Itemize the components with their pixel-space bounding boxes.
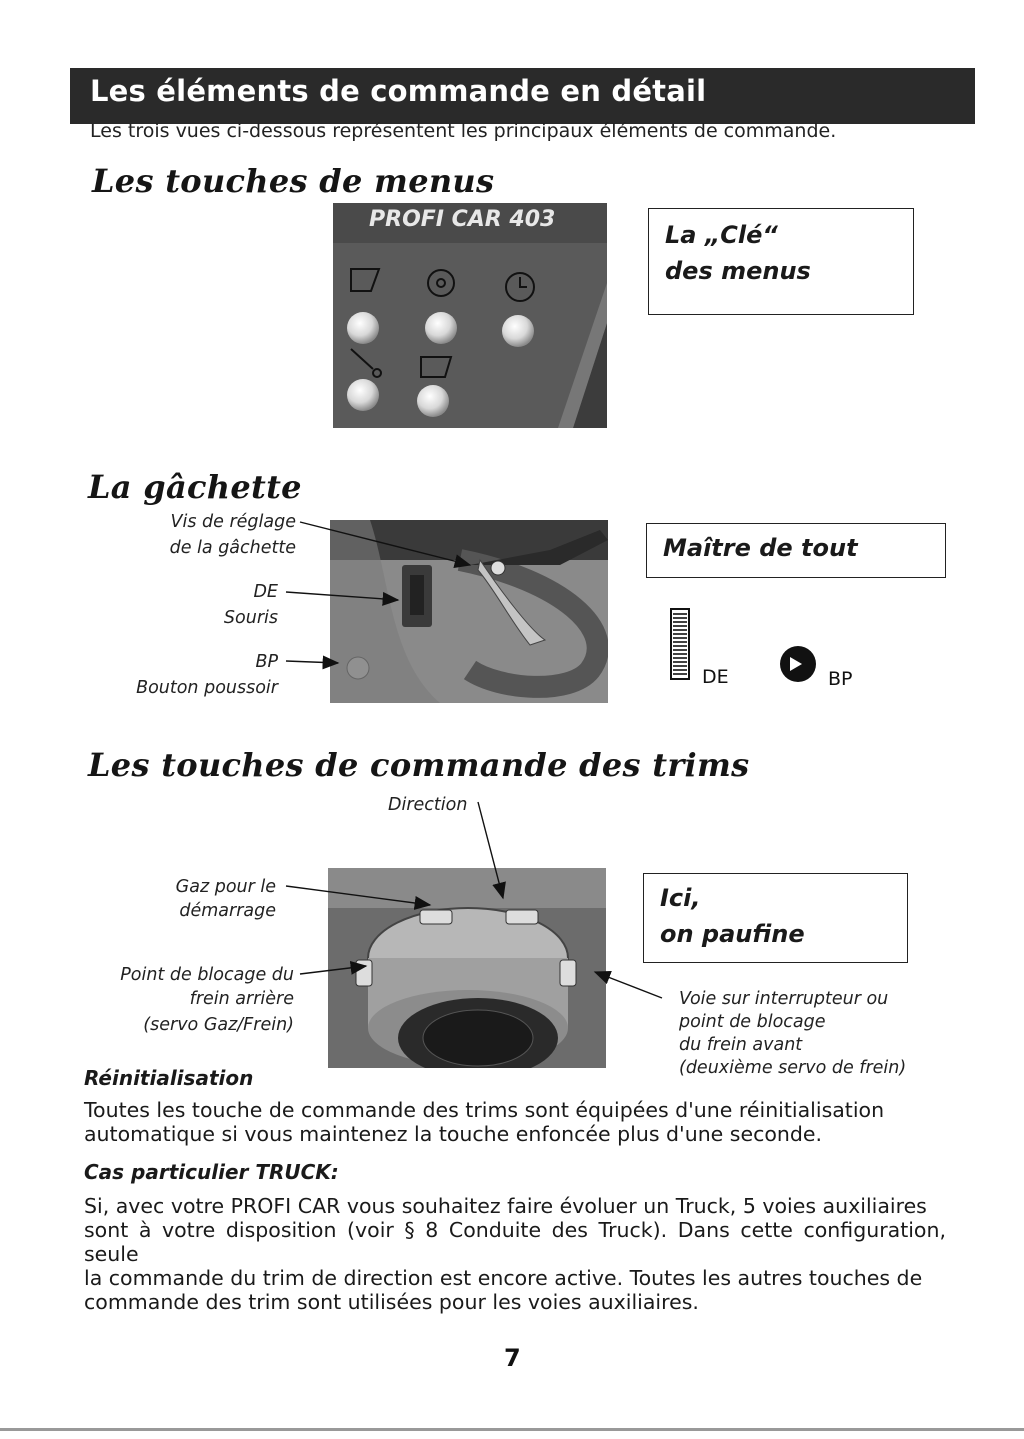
callout-fine-line2: on paufine — [660, 920, 805, 948]
truck-line1: Si, avec votre PROFI CAR vous souhaitez faire évoluer un Truck, 5 voies auxiliaires — [84, 1194, 927, 1218]
label-voie-line1: Voie sur interrupteur ou — [679, 989, 889, 1009]
section-title-trigger: La gâchette — [88, 468, 302, 506]
header-bar — [70, 68, 975, 124]
slider-switch-icon — [670, 608, 690, 680]
trim-keys-photo — [328, 868, 606, 1068]
label-bouton-poussoir: Bouton poussoir — [136, 678, 278, 698]
bottom-edge-line — [0, 1428, 1024, 1431]
truck-line4: commande des trim sont utilisées pour les voies auxiliaires. — [84, 1290, 699, 1314]
legend-bp: BP — [828, 668, 853, 690]
section-title-menus: Les touches de menus — [92, 162, 495, 200]
label-vis-line2: de la gâchette — [169, 538, 296, 558]
label-gaz-line2: démarrage — [179, 901, 276, 921]
label-souris: Souris — [223, 608, 278, 628]
label-voie-line4: (deuxième servo de frein) — [679, 1058, 907, 1078]
truck-line3: la commande du trim de direction est encore active. Toutes les autres touches de — [84, 1266, 923, 1290]
callout-menu-line2: des menus — [665, 257, 811, 285]
label-gaz-line1: Gaz pour le — [175, 877, 276, 897]
callout-fine-tune — [643, 873, 908, 963]
callout-fine-line1: Ici, — [660, 884, 701, 912]
label-bp: BP — [255, 652, 278, 672]
reinit-line1: Toutes les touche de commande des trims sont équipées d'une réinitialisation — [84, 1098, 885, 1122]
intro-text: Les trois vues ci-dessous représentent les principaux éléments de commande. — [90, 120, 837, 142]
label-point-line1: Point de blocage du — [120, 965, 294, 985]
callout-menu-line1: La „Clé“ — [665, 221, 778, 249]
label-point-line2: frein arrière — [189, 989, 294, 1009]
label-voie-line3: du frein avant — [679, 1035, 803, 1055]
label-point-line3: (servo Gaz/Frein) — [143, 1015, 294, 1035]
menu-keys-photo — [333, 203, 607, 428]
label-vis-line1: Vis de réglage — [170, 512, 296, 532]
reinit-title: Réinitialisation — [84, 1066, 254, 1090]
trigger-photo — [330, 520, 608, 703]
label-voie-line2: point de blocage — [679, 1012, 826, 1032]
callout-menu-key — [648, 208, 914, 315]
page-number: 7 — [504, 1344, 521, 1372]
panel-brand-label: PROFI CAR 403 — [369, 207, 556, 232]
label-direction: Direction — [388, 795, 468, 815]
legend-de: DE — [702, 666, 729, 688]
callout-master-text: Maître de tout — [663, 534, 858, 562]
section-title-trims: Les touches de commande des trims — [88, 746, 750, 784]
callout-master — [646, 523, 946, 578]
push-button-icon — [778, 644, 818, 684]
label-de: DE — [253, 582, 278, 602]
truck-title: Cas particulier TRUCK: — [84, 1160, 339, 1184]
truck-line2: sont à votre disposition (voir § 8 Conduite des Truck). Dans cette configuration, seule — [84, 1218, 946, 1266]
page-title: Les éléments de commande en détail — [90, 74, 707, 108]
reinit-line2: automatique si vous maintenez la touche enfoncée plus d'une seconde. — [84, 1122, 823, 1146]
